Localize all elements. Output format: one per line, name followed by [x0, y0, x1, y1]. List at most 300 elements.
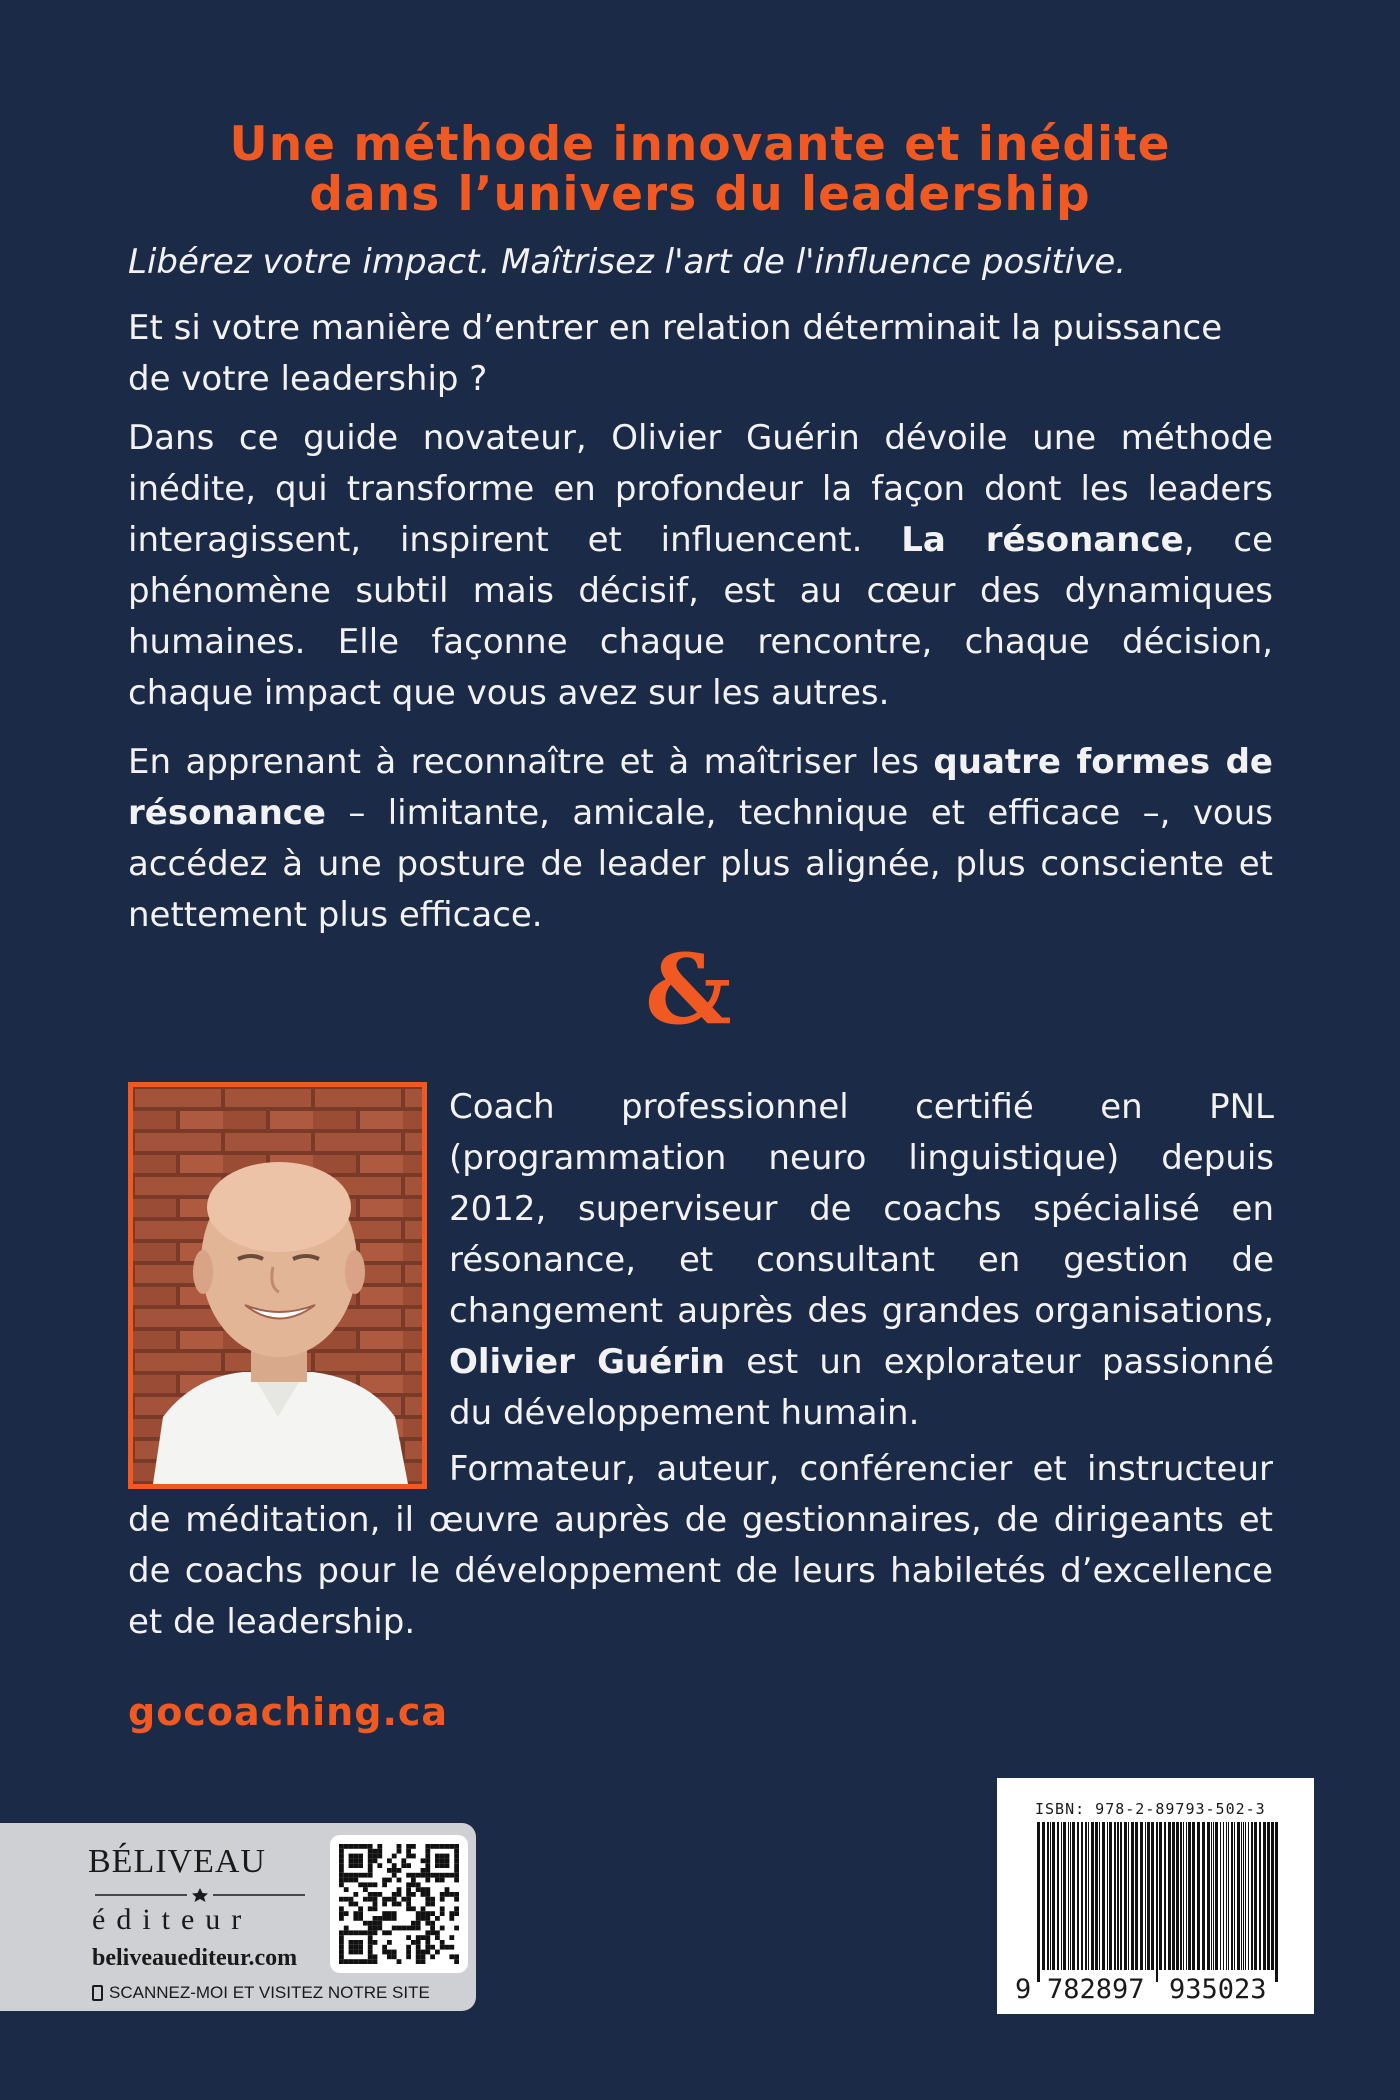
qr-module	[382, 1916, 387, 1921]
qr-module	[373, 1897, 378, 1902]
qr-module	[440, 1926, 445, 1931]
qr-module	[392, 1873, 397, 1878]
qr-module	[387, 1858, 392, 1863]
qr-module	[401, 1897, 406, 1902]
p3-text-after: – limitante, amicale, technique et efficace –, vous accédez à une posture de leader plus alignée, plus consciente et nettement plus efficace.	[128, 793, 1273, 935]
qr-module	[382, 1945, 387, 1950]
qr-module	[373, 1854, 378, 1859]
qr-module	[406, 1892, 411, 1897]
qr-module	[387, 1878, 392, 1883]
qr-module	[344, 1930, 349, 1935]
qr-module	[440, 1873, 445, 1878]
qr-module	[454, 1897, 459, 1902]
qr-module	[377, 1854, 382, 1859]
qr-module	[397, 1849, 402, 1854]
qr-module	[421, 1887, 426, 1892]
qr-module	[358, 1950, 363, 1955]
qr-module	[363, 1887, 368, 1892]
barcode-bar	[1192, 1822, 1195, 1970]
qr-module	[454, 1844, 459, 1849]
qr-module	[368, 1906, 373, 1911]
qr-module	[425, 1921, 430, 1926]
qr-module	[416, 1887, 421, 1892]
qr-module	[368, 1950, 373, 1955]
qr-module	[363, 1959, 368, 1964]
barcode-bar	[1140, 1822, 1143, 1970]
qr-module	[363, 1873, 368, 1878]
qr-module	[387, 1954, 392, 1959]
qr-module	[397, 1878, 402, 1883]
qr-module	[353, 1940, 358, 1945]
barcode-bar	[1128, 1822, 1129, 1970]
qr-module	[358, 1911, 363, 1916]
qr-module	[368, 1882, 373, 1887]
qr-module	[353, 1950, 358, 1955]
qr-module	[392, 1926, 397, 1931]
qr-module	[373, 1849, 378, 1854]
qr-module	[382, 1897, 387, 1902]
barcode-bar	[1259, 1822, 1261, 1970]
qr-module	[373, 1916, 378, 1921]
author-photo	[128, 1082, 427, 1489]
qr-module	[392, 1954, 397, 1959]
p3-text-before: En apprenant à reconnaître et à maîtriser les	[128, 742, 934, 782]
qr-module	[397, 1868, 402, 1873]
qr-module	[344, 1911, 349, 1916]
qr-module	[368, 1926, 373, 1931]
qr-module	[363, 1882, 368, 1887]
barcode-bar	[1172, 1822, 1175, 1970]
qr-module	[339, 1854, 344, 1859]
qr-module	[440, 1892, 445, 1897]
qr-module	[440, 1878, 445, 1883]
qr-module	[440, 1897, 445, 1902]
intro-question: Et si votre manière d’entrer en relation déterminait la puissance de votre leadership ?	[128, 308, 1223, 399]
qr-module	[377, 1926, 382, 1931]
qr-module	[435, 1935, 440, 1940]
barcode-bar	[1220, 1822, 1221, 1970]
qr-module	[454, 1858, 459, 1863]
qr-module	[373, 1882, 378, 1887]
barcode-bar	[1223, 1822, 1224, 1970]
qr-module	[411, 1878, 416, 1883]
qr-module	[387, 1930, 392, 1935]
qr-module	[353, 1878, 358, 1883]
barcode-bar	[1207, 1822, 1210, 1970]
qr-module	[339, 1873, 344, 1878]
qr-module	[387, 1950, 392, 1955]
website-link[interactable]: gocoaching.ca	[128, 1690, 449, 1734]
qr-module	[344, 1926, 349, 1931]
qr-module	[344, 1897, 349, 1902]
qr-module	[435, 1930, 440, 1935]
qr-module	[368, 1935, 373, 1940]
barcode-icon	[1015, 1822, 1295, 1982]
barcode-bar	[1107, 1822, 1108, 1970]
qr-module	[392, 1916, 397, 1921]
barcode-bar	[1070, 1822, 1071, 1970]
qr-module	[387, 1916, 392, 1921]
barcode-bar	[1095, 1822, 1098, 1970]
qr-module	[445, 1892, 450, 1897]
qr-module	[339, 1930, 344, 1935]
author-bio-2: Formateur, auteur, conférencier et instructeur de méditation, il œuvre auprès de gestionnaires, de dirigeants et de coachs pour le développement de leurs habiletés d’excellence et de leadership.	[128, 1449, 1273, 1642]
qr-module	[425, 1940, 430, 1945]
phone-icon	[92, 1985, 103, 2001]
barcode-bar	[1231, 1822, 1233, 1970]
qr-module	[349, 1940, 354, 1945]
barcode-bar	[1099, 1822, 1100, 1970]
qr-module	[411, 1940, 416, 1945]
qr-module	[421, 1868, 426, 1873]
qr-module	[358, 1858, 363, 1863]
qr-module	[368, 1897, 373, 1902]
qr-module	[387, 1868, 392, 1873]
qr-module	[416, 1935, 421, 1940]
qr-module	[421, 1858, 426, 1863]
barcode-bar	[1186, 1822, 1187, 1970]
qr-module	[353, 1844, 358, 1849]
qr-module	[349, 1844, 354, 1849]
barcode-bar	[1063, 1822, 1066, 1970]
qr-module	[430, 1897, 435, 1902]
qr-module	[353, 1911, 358, 1916]
qr-module	[339, 1858, 344, 1863]
qr-module	[445, 1887, 450, 1892]
qr-module	[363, 1844, 368, 1849]
qr-module	[411, 1921, 416, 1926]
barcode-bar	[1109, 1822, 1112, 1970]
qr-module	[406, 1902, 411, 1907]
qr-module	[421, 1916, 426, 1921]
barcode-bar	[1188, 1822, 1191, 1970]
qr-module	[454, 1868, 459, 1873]
barcode-digits-left: 782897	[1047, 1974, 1145, 2005]
qr-module	[406, 1849, 411, 1854]
qr-module	[353, 1863, 358, 1868]
qr-module	[440, 1858, 445, 1863]
barcode-bar	[1183, 1822, 1184, 1970]
qr-module	[416, 1954, 421, 1959]
qr-module	[454, 1906, 459, 1911]
qr-module	[358, 1940, 363, 1945]
publisher-block	[0, 1823, 476, 2011]
qr-module	[430, 1911, 435, 1916]
qr-module	[440, 1844, 445, 1849]
qr-module	[353, 1892, 358, 1897]
qr-module	[430, 1926, 435, 1931]
barcode-bar	[1151, 1822, 1154, 1970]
publisher-subtitle: éditeur	[92, 1903, 253, 1936]
barcode-bar	[1147, 1822, 1150, 1970]
qr-module	[349, 1902, 354, 1907]
bio1-text-after: est un explorateur passionné du développement humain.	[449, 1342, 1275, 1433]
qr-module	[430, 1945, 435, 1950]
p2-text-before: Dans ce guide novateur, Olivier Guérin dévoile une méthode inédite, qui transforme en profondeur la façon dont les leaders interagissent, inspirent et influencent.	[128, 418, 1273, 560]
qr-module	[392, 1854, 397, 1859]
qr-module	[401, 1863, 406, 1868]
qr-module	[358, 1854, 363, 1859]
qr-module	[397, 1959, 402, 1964]
qr-module	[440, 1945, 445, 1950]
qr-module	[344, 1878, 349, 1883]
p3-bold-term: quatre formes de résonance	[128, 742, 1273, 833]
qr-module	[440, 1911, 445, 1916]
qr-module	[425, 1858, 430, 1863]
qr-module	[445, 1863, 450, 1868]
headline-line-2: dans l’univers du leadership	[309, 167, 1091, 222]
qr-module	[449, 1844, 454, 1849]
qr-module	[454, 1959, 459, 1964]
qr-module	[430, 1873, 435, 1878]
qr-module	[339, 1849, 344, 1854]
qr-module	[373, 1926, 378, 1931]
qr-module	[353, 1854, 358, 1859]
qr-module	[421, 1892, 426, 1897]
qr-module	[339, 1897, 344, 1902]
star-divider-icon	[95, 1888, 305, 1902]
qr-module	[382, 1882, 387, 1887]
qr-module	[406, 1906, 411, 1911]
qr-module	[358, 1882, 363, 1887]
barcode-bar	[1057, 1822, 1059, 1970]
qr-module	[421, 1954, 426, 1959]
isbn-label: ISBN: 978-2-89793-502-3	[1035, 1800, 1266, 1818]
qr-module	[363, 1930, 368, 1935]
author-bio-1	[449, 1082, 1274, 1439]
p2-bold-term: La résonance	[901, 520, 1184, 560]
qr-module	[339, 1945, 344, 1950]
tagline: Libérez votre impact. Maîtrisez l'art de l'influence positive.	[128, 242, 1127, 282]
qr-module	[349, 1854, 354, 1859]
qr-module	[440, 1863, 445, 1868]
barcode-bar	[1243, 1822, 1244, 1970]
qr-module	[373, 1930, 378, 1935]
qr-module	[421, 1959, 426, 1964]
qr-module	[430, 1902, 435, 1907]
qr-module	[344, 1873, 349, 1878]
qr-module	[368, 1959, 373, 1964]
qr-module	[358, 1844, 363, 1849]
qr-module	[353, 1873, 358, 1878]
qr-module	[349, 1930, 354, 1935]
qr-module	[411, 1892, 416, 1897]
barcode-bar	[1164, 1822, 1166, 1970]
qr-module	[430, 1844, 435, 1849]
qr-module	[349, 1858, 354, 1863]
barcode-bar	[1091, 1822, 1094, 1970]
qr-module	[425, 1935, 430, 1940]
headline	[120, 117, 1280, 222]
barcode-bar	[1248, 1822, 1249, 1970]
barcode-bar	[1131, 1822, 1134, 1970]
qr-module	[406, 1945, 411, 1950]
barcode-bar	[1263, 1822, 1266, 1970]
qr-module	[358, 1863, 363, 1868]
qr-module	[368, 1844, 373, 1849]
barcode-bar	[1156, 1822, 1158, 1982]
qr-module	[392, 1950, 397, 1955]
qr-module	[425, 1844, 430, 1849]
barcode-bar	[1114, 1822, 1116, 1970]
qr-module	[425, 1873, 430, 1878]
qr-module	[368, 1945, 373, 1950]
barcode-bar	[1251, 1822, 1253, 1970]
qr-module	[339, 1911, 344, 1916]
qr-module	[387, 1897, 392, 1902]
barcode-bar	[1245, 1822, 1246, 1970]
qr-module	[377, 1849, 382, 1854]
author-portrait-illustration	[133, 1087, 422, 1484]
qr-module	[406, 1935, 411, 1940]
qr-module	[406, 1950, 411, 1955]
qr-module	[454, 1954, 459, 1959]
qr-code[interactable]	[330, 1835, 468, 1973]
qr-module	[435, 1854, 440, 1859]
qr-module	[353, 1930, 358, 1935]
qr-module	[435, 1878, 440, 1883]
qr-module	[425, 1878, 430, 1883]
qr-module	[425, 1916, 430, 1921]
intro-paragraph-resonance	[128, 413, 1273, 719]
barcode-bar	[1081, 1822, 1083, 1970]
qr-module	[449, 1892, 454, 1897]
qr-module	[373, 1959, 378, 1964]
barcode-bar	[1072, 1822, 1075, 1970]
qr-module	[454, 1849, 459, 1854]
qr-module	[339, 1916, 344, 1921]
qr-module	[449, 1935, 454, 1940]
qr-module	[344, 1844, 349, 1849]
qr-module	[430, 1921, 435, 1926]
qr-module	[349, 1959, 354, 1964]
qr-module	[421, 1911, 426, 1916]
qr-module	[373, 1902, 378, 1907]
qr-module	[416, 1950, 421, 1955]
qr-module	[435, 1916, 440, 1921]
barcode-bar	[1047, 1822, 1049, 1970]
qr-module	[421, 1873, 426, 1878]
qr-module	[425, 1849, 430, 1854]
qr-module	[377, 1844, 382, 1849]
scan-instruction	[92, 1983, 430, 2003]
barcode-bar	[1050, 1822, 1051, 1970]
qr-module	[363, 1921, 368, 1926]
qr-module	[440, 1906, 445, 1911]
qr-module	[363, 1897, 368, 1902]
qr-module	[454, 1854, 459, 1859]
qr-module	[349, 1878, 354, 1883]
qr-module	[425, 1892, 430, 1897]
qr-module	[339, 1882, 344, 1887]
qr-module	[425, 1887, 430, 1892]
qr-module	[449, 1954, 454, 1959]
barcode-bar	[1145, 1822, 1146, 1970]
qr-module	[353, 1959, 358, 1964]
qr-code-icon	[330, 1835, 468, 1973]
barcode-bar	[1180, 1822, 1182, 1970]
barcode-bar	[1176, 1822, 1179, 1970]
barcode-bar	[1254, 1822, 1257, 1970]
barcode-bar	[1102, 1822, 1105, 1970]
qr-module	[406, 1887, 411, 1892]
qr-module	[392, 1863, 397, 1868]
qr-module	[339, 1935, 344, 1940]
qr-module	[435, 1858, 440, 1863]
qr-module	[339, 1863, 344, 1868]
qr-module	[382, 1930, 387, 1935]
qr-module	[401, 1858, 406, 1863]
qr-module	[425, 1868, 430, 1873]
qr-module	[416, 1926, 421, 1931]
qr-module	[454, 1892, 459, 1897]
qr-module	[349, 1863, 354, 1868]
qr-module	[358, 1959, 363, 1964]
qr-module	[373, 1921, 378, 1926]
qr-module	[430, 1954, 435, 1959]
scan-text: SCANNEZ-MOI ET VISITEZ NOTRE SITE	[109, 1983, 430, 2002]
qr-module	[368, 1849, 373, 1854]
qr-module	[344, 1959, 349, 1964]
qr-module	[440, 1854, 445, 1859]
qr-module	[435, 1873, 440, 1878]
publisher-site[interactable]: beliveauediteur.com	[92, 1945, 298, 1971]
barcode-bar	[1197, 1822, 1200, 1970]
barcode-bar	[1117, 1822, 1119, 1970]
barcode-bar	[1088, 1822, 1089, 1970]
barcode-digit-first: 9	[1015, 1974, 1032, 2005]
barcode-bar	[1241, 1822, 1242, 1970]
qr-module	[449, 1916, 454, 1921]
bio1-text-before: Coach professionnel certifié en PNL (programmation neuro linguistique) depuis 2012, superviseur de coachs spécialisé en résonance, et consultant en gestion de changement auprès des grandes organisations,	[449, 1087, 1274, 1331]
qr-module	[406, 1863, 411, 1868]
qr-module	[445, 1854, 450, 1859]
qr-module	[373, 1892, 378, 1897]
qr-module	[392, 1897, 397, 1902]
qr-module	[411, 1926, 416, 1931]
qr-module	[353, 1945, 358, 1950]
qr-module	[411, 1906, 416, 1911]
barcode-bar	[1271, 1822, 1274, 1970]
qr-module	[339, 1950, 344, 1955]
qr-module	[358, 1945, 363, 1950]
qr-module	[406, 1854, 411, 1859]
qr-module	[425, 1902, 430, 1907]
qr-module	[435, 1844, 440, 1849]
qr-module	[416, 1940, 421, 1945]
qr-module	[373, 1940, 378, 1945]
qr-module	[349, 1897, 354, 1902]
qr-module	[416, 1945, 421, 1950]
barcode-bar	[1275, 1822, 1278, 1982]
publisher-name: BÉLIVEAU	[88, 1843, 266, 1880]
qr-module	[339, 1868, 344, 1873]
qr-module	[416, 1882, 421, 1887]
barcode-bar	[1037, 1822, 1040, 1982]
qr-module	[358, 1930, 363, 1935]
isbn-barcode	[997, 1778, 1314, 2014]
qr-module	[397, 1926, 402, 1931]
qr-module	[425, 1863, 430, 1868]
ampersand-ornament: &	[645, 933, 732, 1046]
qr-module	[339, 1954, 344, 1959]
qr-module	[373, 1858, 378, 1863]
qr-module	[349, 1873, 354, 1878]
qr-module	[416, 1911, 421, 1916]
qr-module	[411, 1844, 416, 1849]
qr-module	[373, 1954, 378, 1959]
barcode-bar	[1226, 1822, 1227, 1970]
